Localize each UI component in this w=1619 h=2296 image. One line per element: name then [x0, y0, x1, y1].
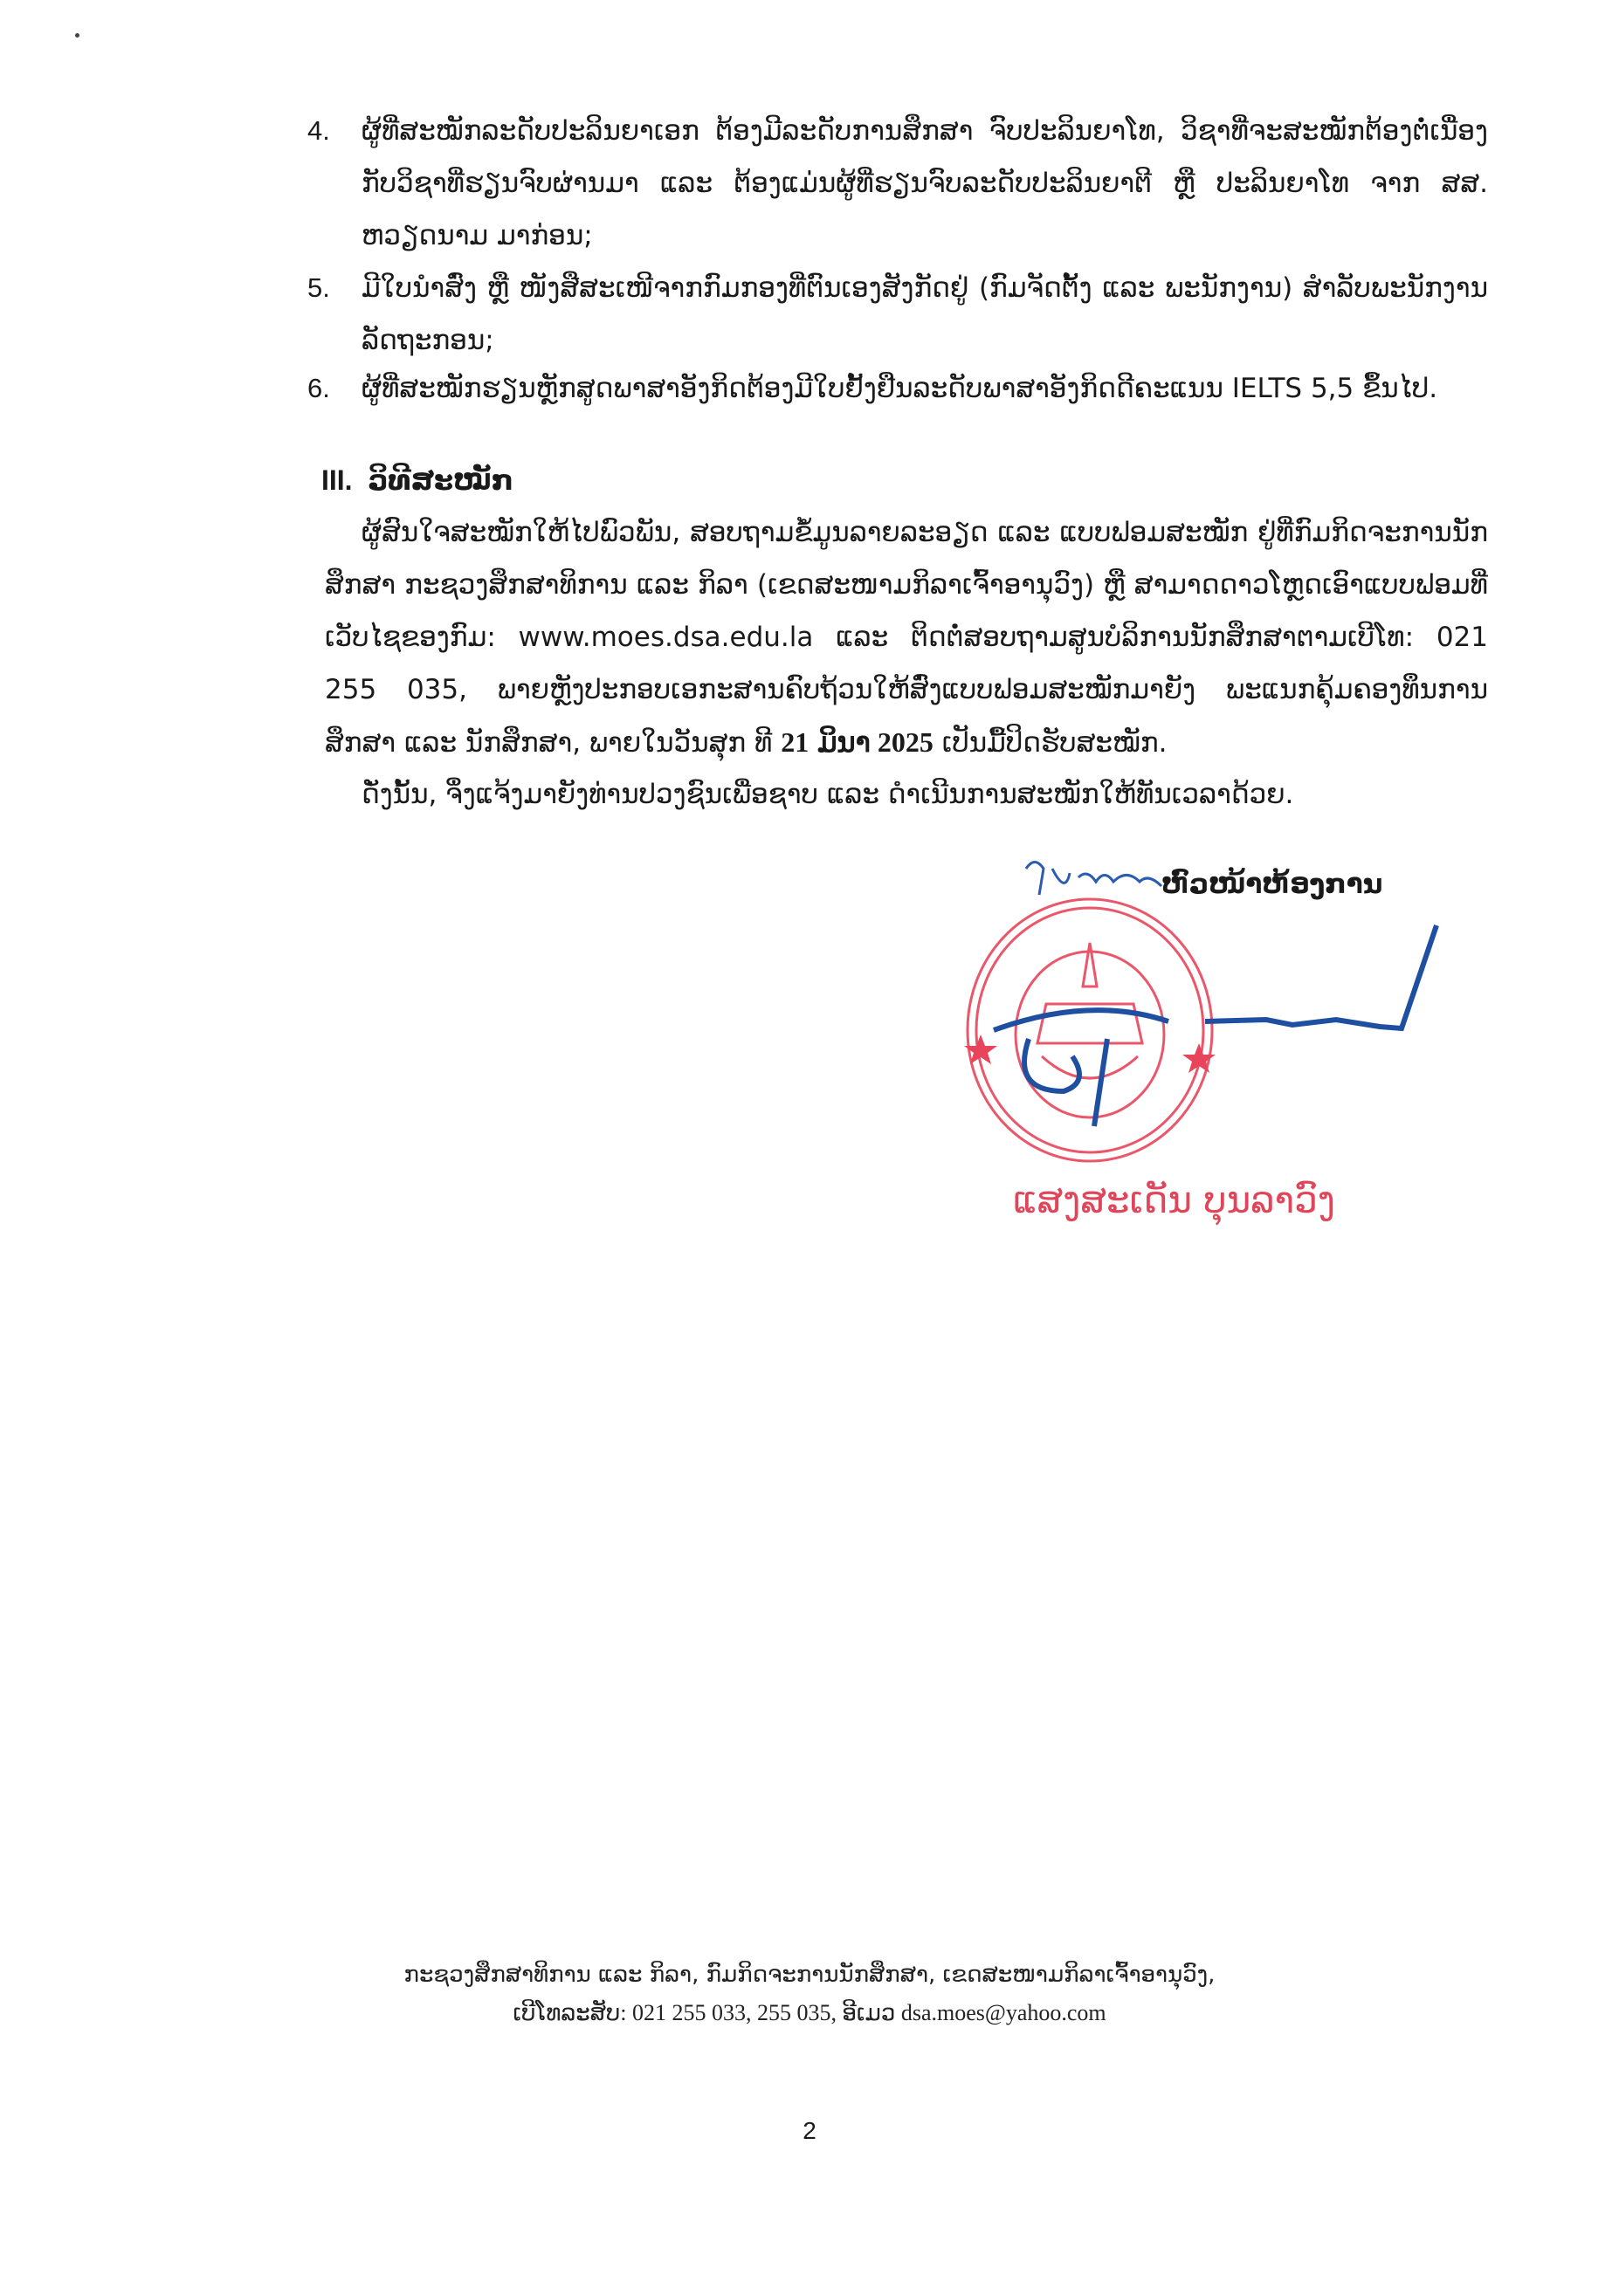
list-text: ຜູ້ທີ່ສະໝັກລະດັບປະລິນຍາເອກ ຕ້ອງມີລະດັບການສຶກສາ ຈົບປະລິນຍາໂທ, ວິຊາທີ່ຈະສະໝັກຕ້ອງຕໍ່ເນື່ອງກັບວິຊາທີ່ຮຽນຈົບຜ່ານມາ ແລະ ຕ້ອງແມ່ນຜູ້ທີ່ຮຽນຈົບລະດັບປະລິນຍາຕີ ຫຼື ປະລິນຍາໂທ ຈາກ ສສ. ຫວຽດນາມ ມາກ່ອນ;: [362, 115, 1488, 251]
list-number: 4.: [307, 115, 330, 146]
list-item-6: [307, 362, 1488, 415]
deadline-day: 21: [781, 726, 810, 758]
page-number: 2: [803, 2117, 816, 2144]
body-paragraph: [325, 506, 1488, 769]
official-stamp-icon: [959, 890, 1221, 1170]
deadline-month-year: ມິນາ 2025: [817, 726, 934, 758]
list-text: ຜູ້ທີ່ສະໝັກຮຽນຫຼັກສູດພາສາອັງກິດຕ້ອງມີໃບຢັ້ງຢືນລະດັບພາສາອັງກິດດີຄະແນນ IELTS 5,5 ຂຶ້ນໄປ.: [362, 373, 1438, 404]
footer-contact: ເບີໂທລະສັບ: 021 255 033, 255 035, ອີເມວ dsa.moes@yahoo.com: [513, 2000, 1106, 2025]
signature-stroke-icon: [1205, 917, 1441, 1056]
list-number: 6.: [307, 373, 330, 403]
paragraph-text-end: ເປັນມື້ປິດຮັບສະໝັກ.: [941, 727, 1168, 759]
section-number: III.: [321, 464, 353, 496]
signatory-name: ແສງສະເດັນ ບຸນລາວົງ: [1013, 1179, 1336, 1221]
scan-speck: [75, 33, 79, 38]
handwritten-initial-icon: [1017, 851, 1166, 904]
list-text: ມີໃບນຳສົ່ງ ຫຼື ໜັງສືສະເໜີຈາກກົມກອງທີ່ຕົນເອງສັງກັດຢູ່ (ກົມຈັດຕັ້ງ ແລະ ພະນັກງານ) ສຳລັບພະນັກງານລັດຖະກອນ;: [362, 272, 1488, 356]
list-item-5: [307, 262, 1488, 367]
list-item-4: [307, 105, 1488, 262]
list-number: 5.: [307, 272, 330, 303]
section-heading: [321, 454, 513, 506]
signatory-title: ຫົວໜ້າຫ້ອງການ: [1161, 869, 1383, 900]
section-title: ວິທີສະໝັກ: [368, 464, 513, 497]
closing-sentence: ດັ່ງນັ້ນ, ຈຶ່ງແຈ້ງມາຍັງທ່ານປວງຊົນເພື່ອຊາບ ແລະ ດຳເນີນການສະໝັກໃຫ້ທັນເວລາດ້ວຍ.: [362, 779, 1294, 810]
paragraph-text: ຜູ້ສົນໃຈສະໝັກໃຫ້ໄປພົວພັນ, ສອບຖາມຂໍ້ມູນລາຍລະອຽດ ແລະ ແບບຟອມສະໝັກ ຢູ່ທີ່ກົມກິດຈະການນັກສຶກສາ ກະຊວງສຶກສາທິການ ແລະ ກິລາ (ເຂດສະໜາມກິລາເຈົ້າອານຸວົງ) ຫຼື ສາມາດດາວໂຫຼດເອົາແບບຟອມທີ່ເວັບໄຊຂອງກົມ: www.moes.dsa.edu.la ແລະ ຕິດຕໍ່ສອບຖາມສູນບໍລິການນັກສຶກສາຕາມເບີໂທ: 021 255 035, ພາຍຫຼັງປະກອບເອກະສານຄົບຖ້ວນໃຫ້ສົ່ງແບບຟອມສະໝັກມາຍັງ ພະແນກຄຸ້ມຄອງທຶນການສຶກສາ ແລະ ນັກສຶກສາ, ພາຍໃນວັນສຸກ ທີ: [325, 517, 1488, 759]
footer-address: ກະຊວງສຶກສາທິການ ແລະ ກິລາ, ກົມກິດຈະການນັກສຶກສາ, ເຂດສະໜາມກິລາເຈົ້າອານຸວົງ,: [403, 1962, 1216, 1988]
footer: [0, 1956, 1619, 2032]
